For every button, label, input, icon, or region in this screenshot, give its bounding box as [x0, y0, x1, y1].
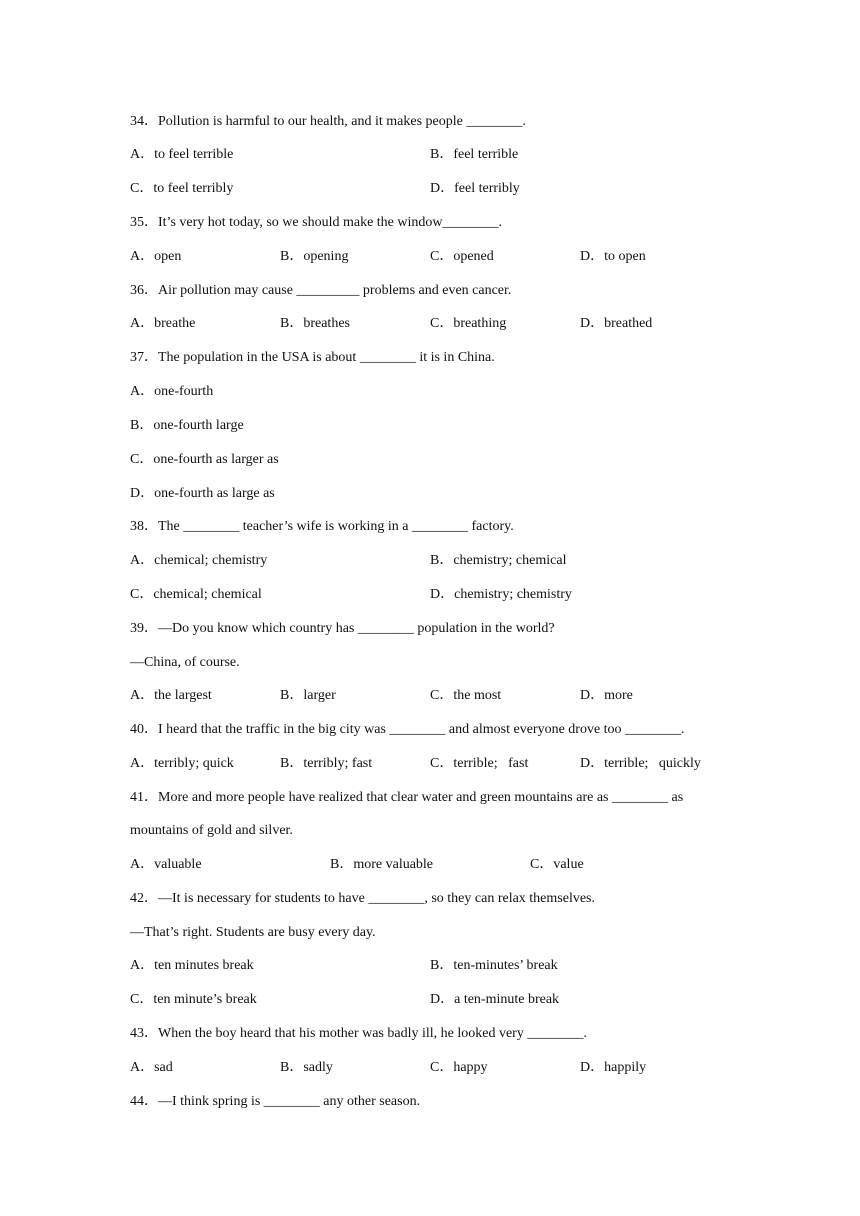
question-40-option-a: A．terribly; quick [130, 756, 234, 771]
question-39-reply: —China, of course. [130, 655, 240, 670]
question-37-option-a: A．one-fourth [130, 384, 214, 399]
question-42-option-a: A．ten minutes break [130, 958, 254, 973]
question-36-option-a: A．breathe [130, 316, 196, 331]
question-43-option-b: B．sadly [280, 1060, 333, 1075]
question-41-option-c: C．value [530, 857, 584, 872]
question-38-option-c: C．chemical; chemical [130, 587, 262, 602]
question-40-option-b: B．terribly; fast [280, 756, 373, 771]
question-38-stem: 38．The ________ teacher’s wife is working in a ________ factory. [130, 519, 514, 534]
question-37-option-c: C．one-fourth as larger as [130, 452, 279, 467]
question-35-option-c: C．opened [430, 249, 494, 264]
question-34-stem: 34．Pollution is harmful to our health, and it makes people ________. [130, 114, 526, 129]
question-36-stem: 36．Air pollution may cause _________ problems and even cancer. [130, 283, 512, 298]
question-35-stem: 35．It’s very hot today, so we should make the window________. [130, 215, 502, 230]
question-42-stem: 42．—It is necessary for students to have ________, so they can relax themselves. [130, 891, 596, 906]
question-39-option-c: C．the most [430, 688, 502, 703]
question-43-option-c: C．happy [430, 1060, 488, 1075]
question-40-option-c: C．terrible; fast [430, 756, 529, 771]
question-36-option-d: D．breathed [580, 316, 653, 331]
question-40-stem: 40．I heard that the traffic in the big city was ________ and almost everyone drove too ________. [130, 722, 685, 737]
question-36-option-c: C．breathing [430, 316, 507, 331]
question-35-option-b: B．opening [280, 249, 349, 264]
question-43-option-a: A．sad [130, 1060, 173, 1075]
question-41-option-b: B．more valuable [330, 857, 434, 872]
question-37-stem: 37．The population in the USA is about ________ it is in China. [130, 350, 495, 365]
question-34-option-b: B．feel terrible [430, 147, 519, 162]
question-34-option-a: A．to feel terrible [130, 147, 234, 162]
question-34-option-c: C．to feel terribly [130, 181, 234, 196]
question-40-option-d: D．terrible; quickly [580, 756, 701, 771]
question-41-stem-continued: mountains of gold and silver. [130, 823, 293, 838]
question-39-option-b: B．larger [280, 688, 336, 703]
question-36-option-b: B．breathes [280, 316, 350, 331]
question-39-option-a: A．the largest [130, 688, 212, 703]
question-44-stem: 44．—I think spring is ________ any other season. [130, 1094, 421, 1109]
question-43-stem: 43．When the boy heard that his mother was badly ill, he looked very ________. [130, 1026, 587, 1041]
question-37-option-d: D．one-fourth as large as [130, 486, 275, 501]
question-39-stem: 39．—Do you know which country has ________ population in the world? [130, 621, 555, 636]
question-43-option-d: D．happily [580, 1060, 647, 1075]
question-35-option-d: D．to open [580, 249, 646, 264]
question-41-option-a: A．valuable [130, 857, 202, 872]
question-35-option-a: A．open [130, 249, 182, 264]
question-41-stem: 41．More and more people have realized that clear water and green mountains are as ________ as [130, 790, 684, 805]
question-38-option-a: A．chemical; chemistry [130, 553, 268, 568]
question-38-option-d: D．chemistry; chemistry [430, 587, 572, 602]
question-42-reply: —That’s right. Students are busy every day. [130, 925, 376, 940]
question-39-option-d: D．more [580, 688, 633, 703]
question-42-option-c: C．ten minute’s break [130, 992, 257, 1007]
question-37-option-b: B．one-fourth large [130, 418, 244, 433]
question-34-option-d: D．feel terribly [430, 181, 520, 196]
question-42-option-d: D．a ten-minute break [430, 992, 560, 1007]
question-42-option-b: B．ten-minutes’ break [430, 958, 558, 973]
question-38-option-b: B．chemistry; chemical [430, 553, 567, 568]
